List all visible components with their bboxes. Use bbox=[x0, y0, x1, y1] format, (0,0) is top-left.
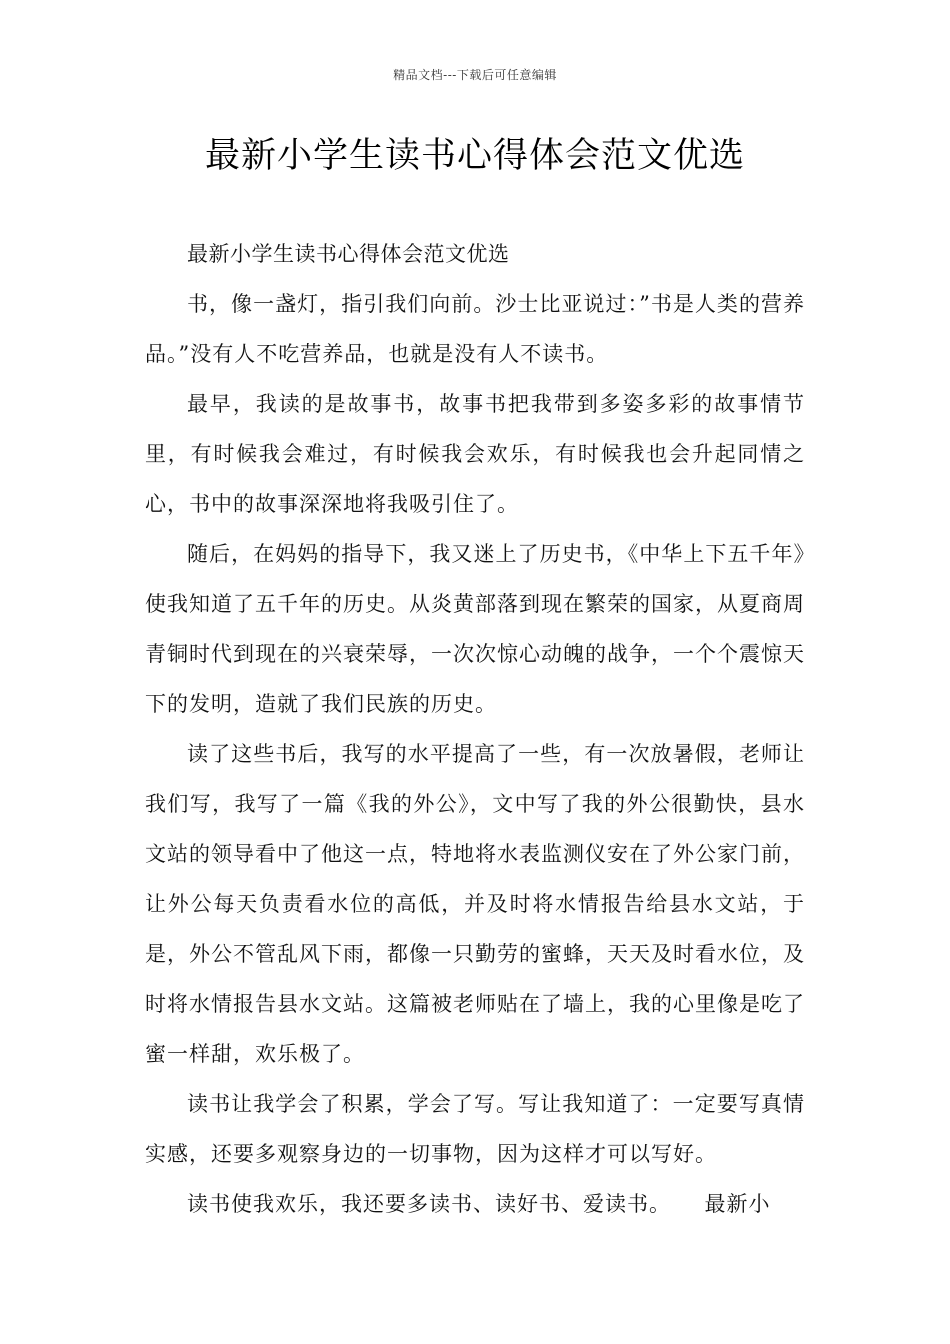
paragraph-subtitle: 最新小学生读书心得体会范文优选 bbox=[187, 242, 510, 266]
paragraph: 最早，我读的是故事书，故事书把我带到多姿多彩的故事情节里，有时候我会难过，有时候我会欢乐，有时候我也会升起同情之心，书中的故事深深地将我吸引住了。 bbox=[145, 392, 805, 516]
paragraph: 书，像一盏灯，指引我们向前。沙士比亚说过：”书是人类的营养品。”没有人不吃营养品，也就是没有人不读书。 bbox=[145, 292, 805, 366]
document-title: 最新小学生读书心得体会范文优选 bbox=[204, 136, 745, 176]
header-note: 精品文档---下载后可任意编辑 bbox=[393, 68, 557, 82]
paragraph: 读书使我欢乐，我还要多读书、读好书、爱读书。 最新小 bbox=[187, 1192, 771, 1216]
paragraph: 读了这些书后，我写的水平提高了一些，有一次放暑假，老师让我们写，我写了一篇《我的外公》，文中写了我的外公很勤快，县水文站的领导看中了他这一点，特地将水表监测仪安在了外公家门前，让外公每天负责看水位的高低，并及时将水情报告给县水文站，于是，外公不管乱风下雨，都像一只勤劳的蜜蜂，天天及时看水位，及时将水情报告县水文站。这篇被老师贴在了墙上，我的心里像是吃了蜜一样甜，欢乐极了。 bbox=[145, 742, 805, 1066]
paragraph: 读书让我学会了积累，学会了写。写让我知道了：一定要写真情实感，还要多观察身边的一切事物，因为这样才可以写好。 bbox=[145, 1092, 805, 1166]
paragraph: 随后，在妈妈的指导下，我又迷上了历史书，《中华上下五千年》使我知道了五千年的历史。从炎黄部落到现在繁荣的国家，从夏商周青铜时代到现在的兴衰荣辱，一次次惊心动魄的战争，一个个震惊天下的发明，造就了我们民族的历史。 bbox=[145, 542, 805, 716]
document-body bbox=[145, 229, 805, 1229]
